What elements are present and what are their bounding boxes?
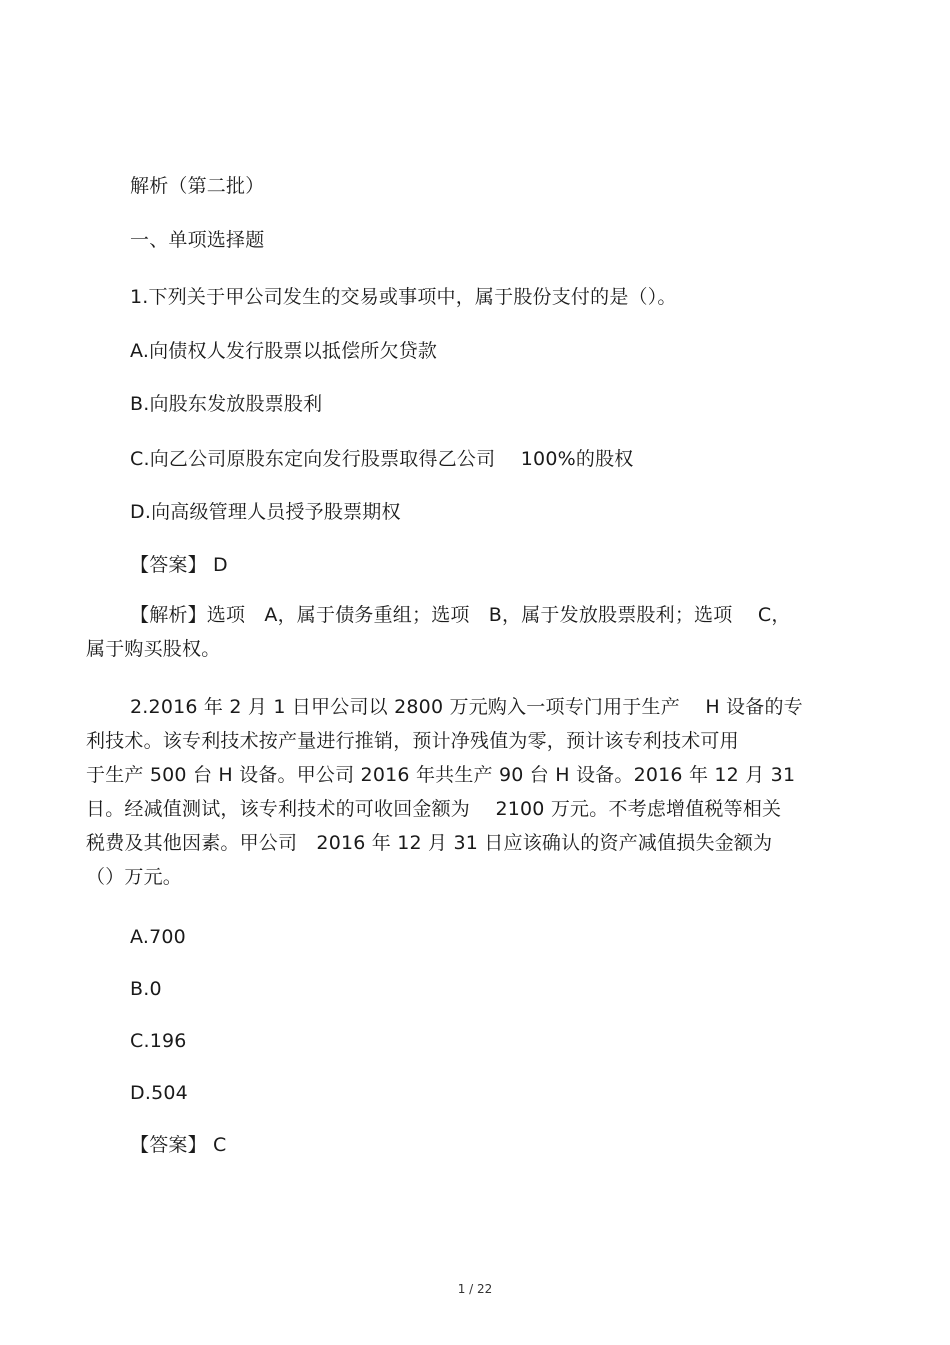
q1-analysis (86, 598, 791, 666)
q2-option-c: C.196 (130, 1030, 187, 1052)
q2-stem-line: 利技术。该专利技术按产量进行推销，预计净残值为零，预计该专利技术可用 (86, 730, 739, 752)
q2-answer: 【答案】 C (130, 1134, 227, 1156)
q2-stem-line: 于生产 500 台 H 设备。甲公司 2016 年共生产 90 台 H 设备。2016 年 12 月 31 (86, 764, 796, 786)
q1-answer: 【答案】 D (130, 554, 228, 576)
q1-option-d: D.向高级管理人员授予股票期权 (130, 501, 401, 523)
section-title: 一、单项选择题 (130, 229, 265, 251)
q2-stem-line: 日。经减值测试，该专利技术的可收回金额为 2100 万元。不考虑增值税等相关 (86, 798, 782, 820)
page-indicator: 1 / 22 (457, 1282, 493, 1296)
q2-option-d: D.504 (130, 1082, 188, 1104)
q1-option-b: B.向股东发放股票股利 (130, 393, 323, 415)
q1-analysis-line: 【解析】选项 A，属于债务重组；选项 B，属于发放股票股利；选项 C， (130, 604, 791, 626)
q2-option-b: B.0 (130, 978, 162, 1000)
q2-stem-line: （）万元。 (86, 866, 183, 888)
q2-stem-line: 税费及其他因素。甲公司 2016 年 12 月 31 日应该确认的资产减值损失金额为 (86, 832, 773, 854)
q2-stem-line: 2.2016 年 2 月 1 日甲公司以 2800 万元购入一项专门用于生产 H 设备的专 (130, 696, 803, 718)
q1-option-c: C.向乙公司原股东定向发行股票取得乙公司 100%的股权 (130, 448, 634, 470)
q2-stem (86, 690, 803, 894)
q1-stem: 1.下列关于甲公司发生的交易或事项中，属于股份支付的是（）。 (130, 286, 677, 308)
q1-option-a: A.向债权人发行股票以抵偿所欠贷款 (130, 340, 438, 362)
q2-option-a: A.700 (130, 926, 186, 948)
q1-analysis-line: 属于购买股权。 (86, 638, 221, 660)
heading: 解析（第二批） (130, 175, 265, 197)
